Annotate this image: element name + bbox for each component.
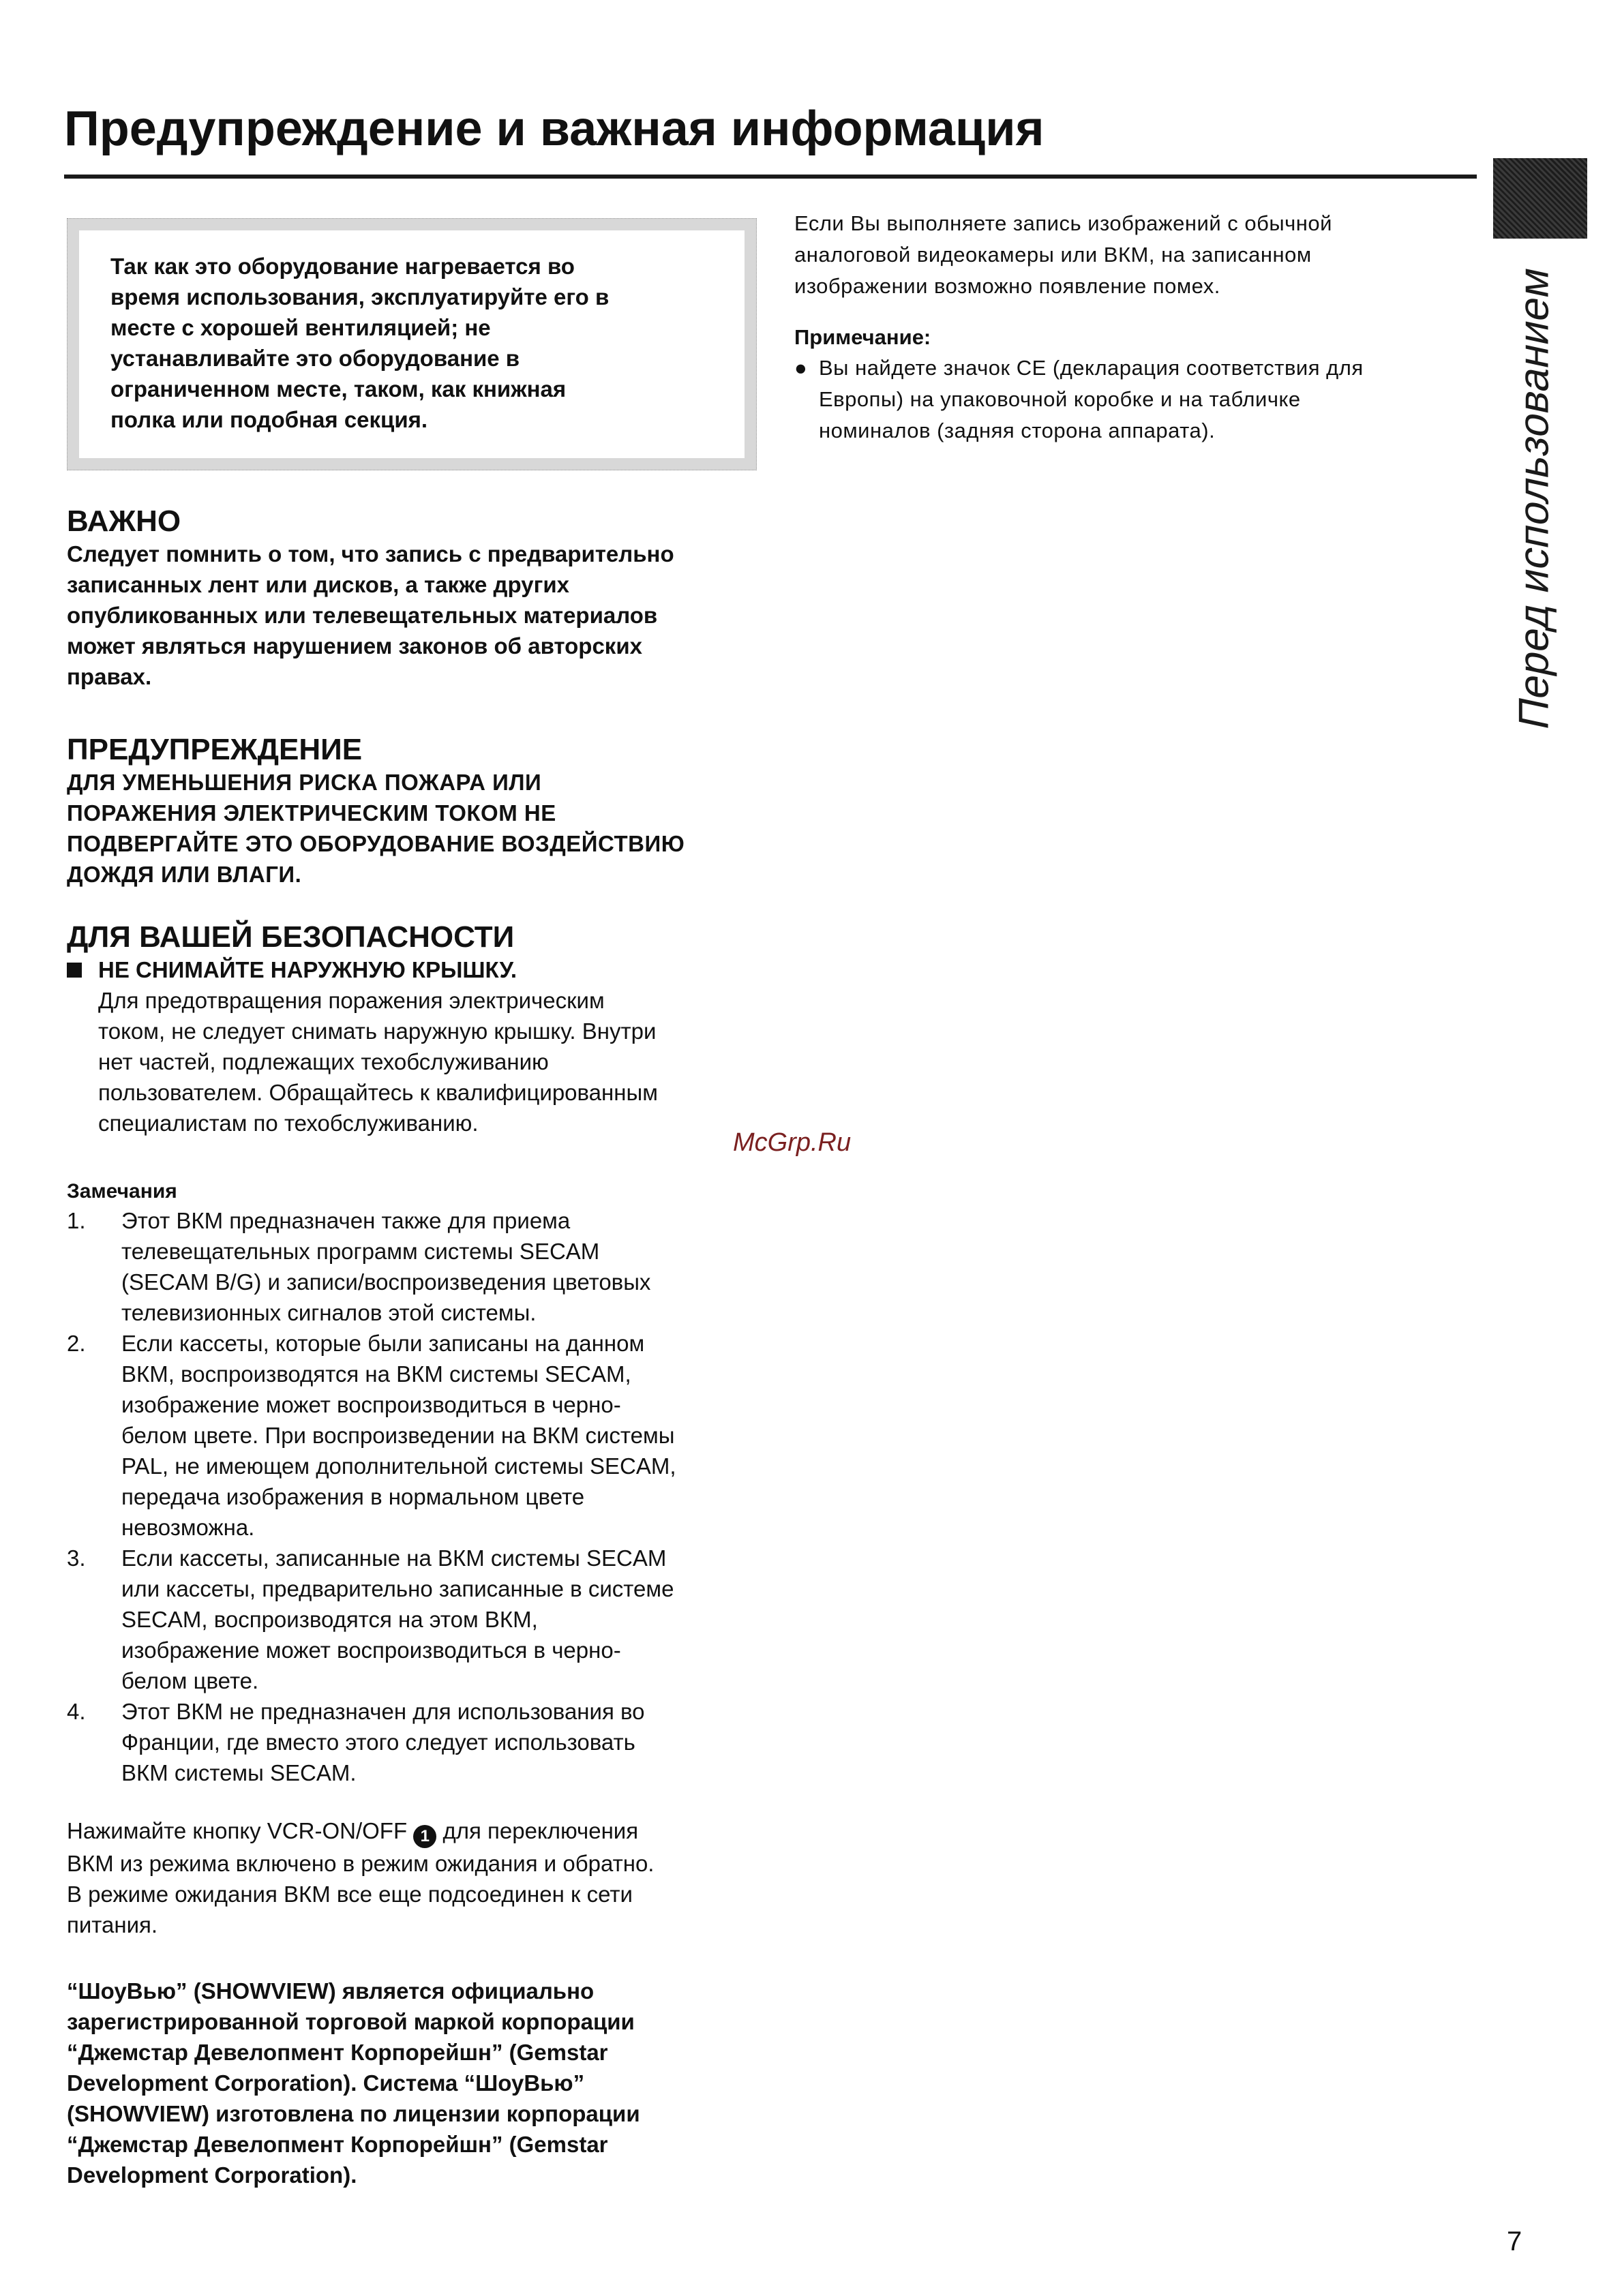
warning-box-line: месте с хорошей вентиляцией; не xyxy=(110,315,491,340)
showview-line: “Джемстар Девелопмент Корпорейшн” (Gemstar xyxy=(67,2131,608,2157)
important-line: записанных лент или дисков, а также других xyxy=(67,572,569,597)
showview-trademark-paragraph xyxy=(67,1976,755,2190)
list-line: невозможна. xyxy=(121,1515,255,1540)
note-bullet-item xyxy=(794,352,1476,447)
showview-line: (SHOWVIEW) изготовлена по лицензии корпорации xyxy=(67,2100,640,2126)
vcr-line-before: Нажимайте кнопку VCR-ON/OFF xyxy=(67,1818,408,1843)
list-number: 2. xyxy=(67,1331,86,1356)
warning-line: ПОРАЖЕНИЯ ЭЛЕКТРИЧЕСКИМ ТОКОМ НЕ xyxy=(67,800,556,826)
warning-line: ДЛЯ УМЕНЬШЕНИЯ РИСКА ПОЖАРА ИЛИ xyxy=(67,770,542,795)
safety-item xyxy=(67,954,755,985)
list-line: изображение может воспроизводиться в черно- xyxy=(121,1392,621,1417)
safety-heading: ДЛЯ ВАШЕЙ БЕЗОПАСНОСТИ xyxy=(67,920,515,954)
showview-line: зарегистрированной торговой маркой корпорации xyxy=(67,2008,635,2034)
vcr-line-first xyxy=(67,1815,755,1848)
warning-line: ПОДВЕРГАЙТЕ ЭТО ОБОРУДОВАНИЕ ВОЗДЕЙСТВИЮ xyxy=(67,831,685,856)
list-line: ВКМ системы SECAM. xyxy=(121,1760,357,1785)
list-item xyxy=(67,1543,755,1696)
list-line: PAL, не имеющем дополнительной системы SECAM, xyxy=(121,1453,676,1479)
list-item xyxy=(67,1205,755,1328)
showview-line: Development Corporation). xyxy=(67,2162,357,2188)
list-line: белом цвете. xyxy=(121,1668,259,1693)
list-number: 3. xyxy=(67,1545,86,1571)
section-side-label xyxy=(1480,252,1589,743)
warning-line: ДОЖДЯ ИЛИ ВЛАГИ. xyxy=(67,862,302,887)
square-bullet-icon xyxy=(67,963,82,978)
vcr-line: В режиме ожидания ВКМ все еще подсоединен к сети xyxy=(67,1881,633,1907)
important-heading: ВАЖНО xyxy=(67,504,181,538)
page-number: 7 xyxy=(1507,2226,1522,2256)
warning-box-line: полка или подобная секция. xyxy=(110,407,428,432)
safety-line: током, не следует снимать наружную крышку. Внутри xyxy=(98,1018,657,1044)
safety-text xyxy=(67,985,755,1138)
list-item xyxy=(67,1696,755,1788)
list-line: ВКМ, воспроизводятся на ВКМ системы SECAM, xyxy=(121,1361,631,1387)
list-line: телевещательных программ системы SECAM xyxy=(121,1239,600,1264)
important-line: может являться нарушением законов об авторских xyxy=(67,633,642,659)
list-item xyxy=(67,1328,755,1543)
showview-line: “ШоуВью” (SHOWVIEW) является официально xyxy=(67,1978,595,2004)
vcr-line-after: для переключения xyxy=(442,1818,639,1843)
list-line: Франции, где вместо этого следует использовать xyxy=(121,1729,635,1755)
right-column xyxy=(794,208,1476,447)
section-side-label-text: Перед использованием xyxy=(1510,262,1558,734)
analog-recording-line: Если Вы выполняете запись изображений с обычной xyxy=(794,211,1332,235)
showview-line: Development Corporation). Система “ШоуВью” xyxy=(67,2070,585,2096)
note-line: Вы найдете значок CE (декларация соответствия для xyxy=(819,356,1364,380)
important-line: правах. xyxy=(67,664,152,689)
remarks-list xyxy=(67,1205,755,1788)
list-line: или кассеты, предварительно записанные в системе xyxy=(121,1576,674,1601)
warning-box-line: устанавливайте это оборудование в xyxy=(110,346,520,371)
important-text xyxy=(67,539,755,692)
vcr-button-paragraph xyxy=(67,1815,755,1940)
list-line: Если кассеты, которые были записаны на данном xyxy=(121,1331,645,1356)
note-heading: Примечание: xyxy=(794,325,931,349)
list-line: белом цвете. При воспроизведении на ВКМ системы xyxy=(121,1423,675,1448)
important-line: опубликованных или телевещательных материалов xyxy=(67,603,658,628)
showview-line: “Джемстар Девелопмент Корпорейшн” (Gemstar xyxy=(67,2039,608,2065)
list-line: (SECAM B/G) и записи/воспроизведения цветовых xyxy=(121,1269,651,1295)
vcr-line: ВКМ из режима включено в режим ожидания и обратно. xyxy=(67,1850,655,1876)
watermark: McGrp.Ru xyxy=(733,1128,852,1157)
note-line: Европы) на упаковочной коробке и на табличке xyxy=(819,387,1301,411)
safety-line: специалистам по техобслуживанию. xyxy=(98,1111,479,1136)
safety-item-title: НЕ СНИМАЙТЕ НАРУЖНУЮ КРЫШКУ. xyxy=(98,957,517,982)
left-column xyxy=(67,218,755,2190)
list-line: Этот ВКМ не предназначен для использования во xyxy=(121,1699,645,1724)
list-line: SECAM, воспроизводятся на этом ВКМ, xyxy=(121,1607,538,1632)
warning-text xyxy=(67,767,755,890)
note-line: номиналов (задняя сторона аппарата). xyxy=(819,419,1216,442)
circled-one-icon: 1 xyxy=(413,1825,436,1848)
list-line: Если кассеты, записанные на ВКМ системы SECAM xyxy=(121,1545,667,1571)
list-number: 4. xyxy=(67,1699,86,1724)
important-line: Следует помнить о том, что запись с предварительно xyxy=(67,541,674,567)
warning-box-line: ограниченном месте, таком, как книжная xyxy=(110,376,567,402)
list-line: передача изображения в нормальном цвете xyxy=(121,1484,585,1509)
list-line: Этот ВКМ предназначен также для приема xyxy=(121,1208,571,1233)
list-number: 1. xyxy=(67,1208,86,1233)
vcr-line: питания. xyxy=(67,1912,158,1937)
ventilation-warning-box xyxy=(67,218,757,470)
analog-recording-line: аналоговой видеокамеры или ВКМ, на записанном xyxy=(794,243,1312,267)
list-line: изображение может воспроизводиться в черно- xyxy=(121,1637,621,1663)
list-line: телевизионных сигналов этой системы. xyxy=(121,1300,537,1325)
safety-line: пользователем. Обращайтесь к квалифицированным xyxy=(98,1080,658,1105)
title-rule xyxy=(64,175,1477,179)
analog-recording-line: изображении возможно появление помех. xyxy=(794,274,1220,298)
bullet-dot-icon: ● xyxy=(794,356,808,380)
warning-box-line: Так как это оборудование нагревается во xyxy=(110,254,575,279)
warning-box-line: время использования, эксплуатируйте его в xyxy=(110,284,610,309)
remarks-heading: Замечания xyxy=(67,1180,177,1203)
safety-line: Для предотвращения поражения электрическим xyxy=(98,988,605,1013)
warning-heading: ПРЕДУПРЕЖДЕНИЕ xyxy=(67,733,363,766)
section-tab-marker xyxy=(1493,158,1587,239)
safety-line: нет частей, подлежащих техобслуживанию xyxy=(98,1049,549,1074)
page-title: Предупреждение и важная информация xyxy=(64,102,1045,156)
